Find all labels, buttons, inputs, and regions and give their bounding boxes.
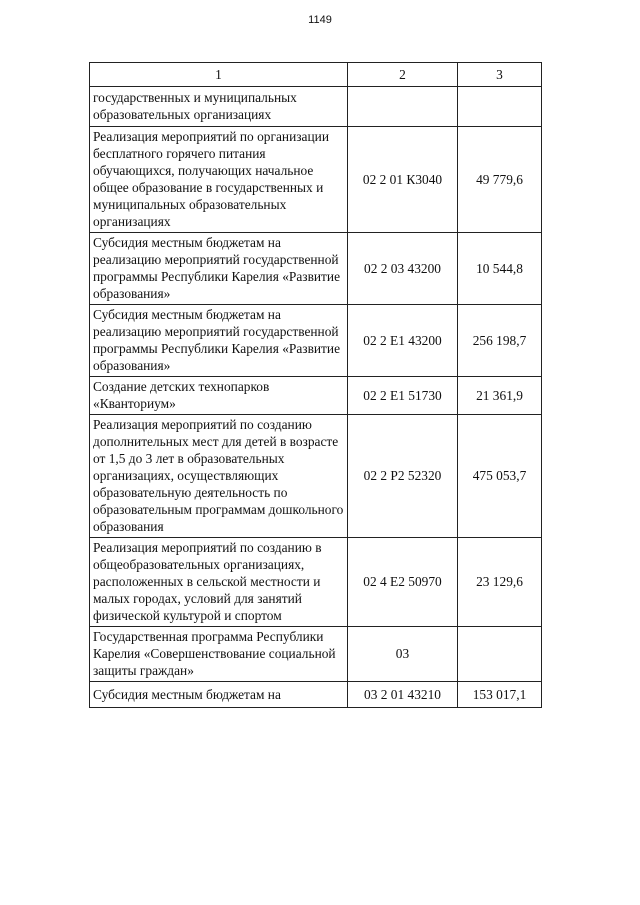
table-row <box>90 682 542 708</box>
row-code: 03 <box>348 627 458 682</box>
row-name: Субсидия местным бюджетам на <box>90 682 348 708</box>
row-name: Реализация мероприятий по организации бесплатного горячего питания обучающихся, получающих начальное общее образование в государственных и муниципальных образовательных организациях <box>90 127 348 233</box>
table-row <box>90 627 542 682</box>
row-code: 02 2 03 43200 <box>348 233 458 305</box>
row-name: Субсидия местным бюджетам на реализацию мероприятий государственной программы Республики Карелия «Развитие образования» <box>90 233 348 305</box>
row-code: 02 2 01 К3040 <box>348 127 458 233</box>
row-sum: 256 198,7 <box>458 305 542 377</box>
row-name: государственных и муниципальных образовательных организациях <box>90 87 348 127</box>
row-sum: 10 544,8 <box>458 233 542 305</box>
table-row <box>90 305 542 377</box>
page-number: 1149 <box>308 14 332 26</box>
row-name: Государственная программа Республики Карелия «Совершенствование социальной защиты граждан» <box>90 627 348 682</box>
table-row <box>90 127 542 233</box>
row-code <box>348 87 458 127</box>
budget-table <box>89 62 542 708</box>
row-sum: 21 361,9 <box>458 377 542 415</box>
row-code: 02 4 E2 50970 <box>348 538 458 627</box>
table-row <box>90 377 542 415</box>
row-sum <box>458 627 542 682</box>
row-name: Субсидия местным бюджетам на реализацию мероприятий государственной программы Республики Карелия «Развитие образования» <box>90 305 348 377</box>
row-code: 03 2 01 43210 <box>348 682 458 708</box>
table-header-row <box>90 63 542 87</box>
row-code: 02 2 E1 43200 <box>348 305 458 377</box>
row-code: 02 2 P2 52320 <box>348 415 458 538</box>
row-code: 02 2 E1 51730 <box>348 377 458 415</box>
header-col-1: 1 <box>90 63 348 87</box>
row-name: Создание детских технопарков «Кванториум» <box>90 377 348 415</box>
row-name: Реализация мероприятий по созданию в общеобразовательных организациях, расположенных в сельской местности и малых городах, условий для занятий физической культурой и спортом <box>90 538 348 627</box>
header-col-2: 2 <box>348 63 458 87</box>
header-col-3: 3 <box>458 63 542 87</box>
row-sum <box>458 87 542 127</box>
row-sum: 153 017,1 <box>458 682 542 708</box>
row-sum: 23 129,6 <box>458 538 542 627</box>
row-sum: 475 053,7 <box>458 415 542 538</box>
table-row <box>90 87 542 127</box>
row-name: Реализация мероприятий по созданию дополнительных мест для детей в возрасте от 1,5 до 3 лет в образовательных организациях, осуществляющих образовательную деятельность по образовательным программам дошкольного образования <box>90 415 348 538</box>
row-sum: 49 779,6 <box>458 127 542 233</box>
table-row <box>90 233 542 305</box>
table-row <box>90 415 542 538</box>
table-row <box>90 538 542 627</box>
